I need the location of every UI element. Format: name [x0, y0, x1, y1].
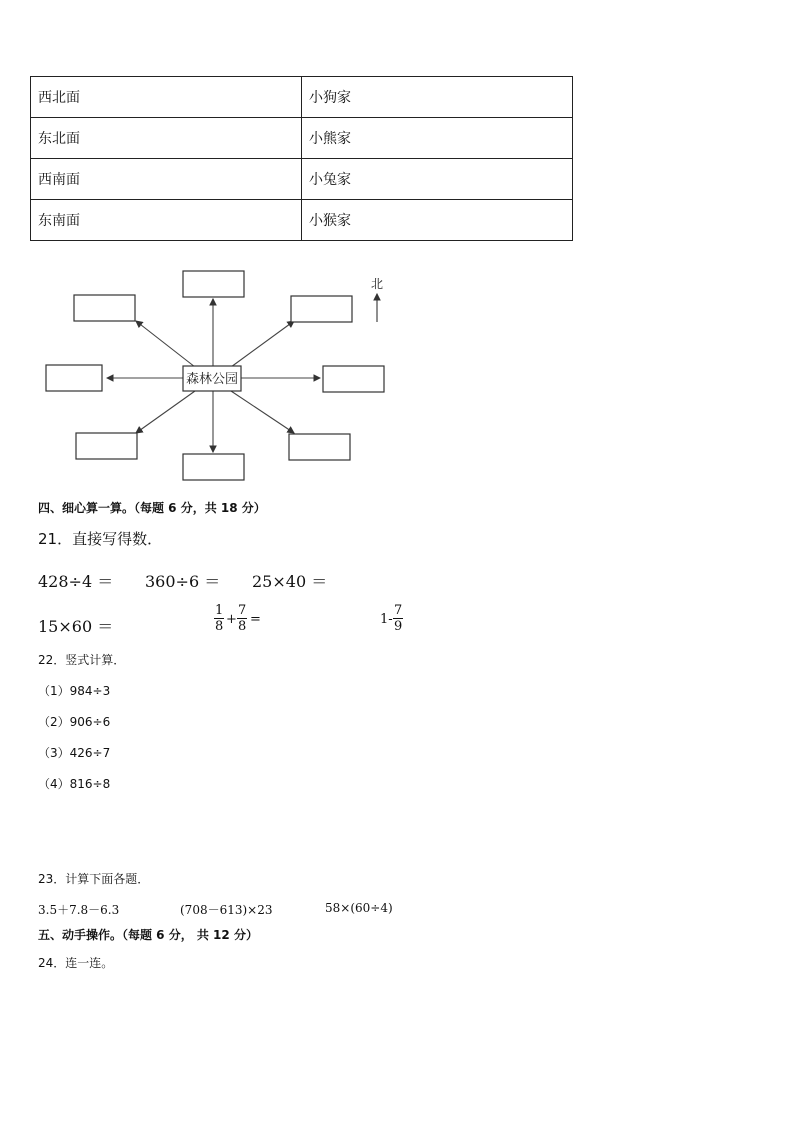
table-cell-home: 小猴家	[302, 200, 573, 241]
table-row	[31, 77, 573, 118]
q23-title: 23．计算下面各题．	[38, 872, 150, 886]
q22-item-3: （3）426÷7	[38, 746, 111, 760]
fraction-a	[214, 603, 224, 634]
table-cell-direction: 西北面	[31, 77, 302, 118]
arrow-northeast	[231, 321, 294, 367]
answer-box-west	[46, 365, 102, 391]
direction-table	[30, 76, 573, 241]
q22-item-2: （2）906÷6	[38, 715, 111, 729]
fraction-a-denominator: 8	[215, 619, 224, 634]
north-label: 北	[370, 277, 384, 291]
fraction-c-prefix: 1-	[380, 612, 393, 627]
equals-sign: =	[250, 612, 261, 627]
fraction-c	[393, 603, 403, 634]
answer-box-southeast	[289, 434, 350, 460]
table-cell-direction: 东南面	[31, 200, 302, 241]
table-cell-direction: 西南面	[31, 159, 302, 200]
arrow-southeast	[231, 391, 294, 433]
q21-item-2: 360÷6 ＝	[145, 572, 221, 591]
q21-item-4: 15×60 ＝	[38, 617, 114, 636]
answer-box-north	[183, 271, 244, 297]
q24-title: 24．连一连。	[38, 956, 114, 970]
section5-title: 五、动手操作。（每题 6 分， 共 12 分）	[38, 928, 258, 942]
fraction-a-numerator: 1	[215, 603, 224, 618]
fraction-b-denominator: 8	[238, 619, 247, 634]
fraction-b-numerator: 7	[238, 603, 247, 618]
table-cell-direction: 东北面	[31, 118, 302, 159]
q23-item-2: (708－613)×23	[180, 903, 273, 917]
fraction-c-numerator: 7	[394, 603, 403, 618]
center-label: 森林公园	[185, 372, 239, 387]
q23-item-1: 3.5＋7.8－6.3	[38, 903, 120, 917]
q22-title: 22．竖式计算．	[38, 653, 126, 667]
q21-item-3: 25×40 ＝	[252, 572, 328, 591]
answer-box-south	[183, 454, 244, 480]
answer-box-northwest	[74, 295, 135, 321]
arrow-northwest	[136, 321, 195, 367]
q21-item-1: 428÷4 ＝	[38, 572, 114, 591]
table-cell-home: 小熊家	[302, 118, 573, 159]
table-row	[31, 200, 573, 241]
arrow-southwest	[136, 391, 195, 433]
direction-diagram	[40, 266, 400, 486]
answer-box-east	[323, 366, 384, 392]
plus-sign: +	[226, 612, 237, 627]
table-row	[31, 159, 573, 200]
answer-box-southwest	[76, 433, 137, 459]
table-cell-home: 小狗家	[302, 77, 573, 118]
q22-item-1: （1）984÷3	[38, 684, 111, 698]
fraction-b	[237, 603, 247, 634]
answer-box-northeast	[291, 296, 352, 322]
fraction-c-denominator: 9	[394, 619, 403, 634]
table-row	[31, 118, 573, 159]
q21-title: 21．直接写得数．	[38, 530, 163, 548]
section4-title: 四、细心算一算。（每题 6 分，共 18 分）	[38, 501, 266, 515]
q23-item-3: 58×(60÷4)	[325, 901, 393, 915]
q22-item-4: （4）816÷8	[38, 777, 111, 791]
table-cell-home: 小兔家	[302, 159, 573, 200]
